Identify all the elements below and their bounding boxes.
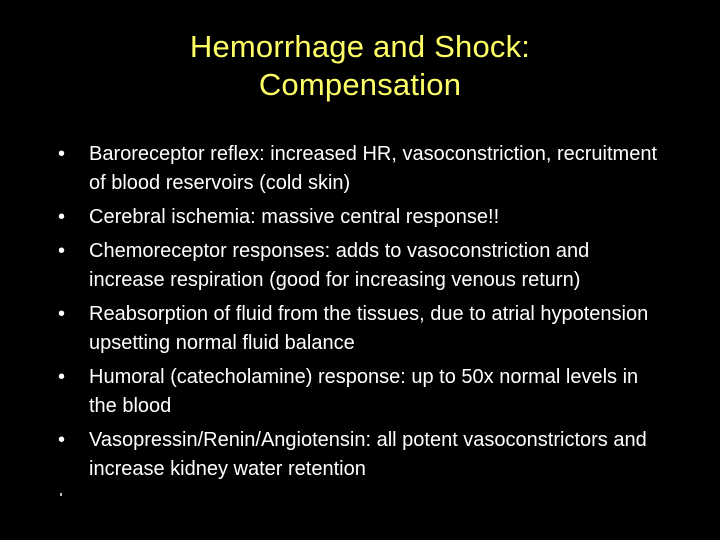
stray-mark bbox=[60, 493, 62, 496]
slide-title-line-2: Compensation bbox=[258, 67, 462, 102]
bullet-text: Humoral (catecholamine) response: up to 50x normal levels in the blood bbox=[89, 366, 639, 417]
slide-title-line-1: Hemorrhage and Shock: bbox=[189, 29, 531, 64]
bullet-text: Reabsorption of fluid from the tissues, due to atrial hypotension upsetting normal fluid balance bbox=[89, 303, 649, 354]
bullet-text: Cerebral ischemia: massive central response!! bbox=[89, 206, 500, 228]
bullet-icon: • bbox=[58, 206, 66, 228]
bullet-list bbox=[58, 140, 658, 489]
bullet-item bbox=[58, 203, 658, 232]
bullet-icon: • bbox=[58, 366, 66, 388]
bullet-item bbox=[58, 237, 658, 295]
bullet-text: Vasopressin/Renin/Angiotensin: all potent vasoconstrictors and increase kidney water retention bbox=[89, 429, 647, 480]
bullet-icon: • bbox=[58, 143, 66, 165]
bullet-item bbox=[58, 426, 658, 484]
bullet-icon: • bbox=[58, 303, 66, 325]
bullet-icon: • bbox=[58, 240, 66, 262]
bullet-item bbox=[58, 300, 658, 358]
bullet-item bbox=[58, 140, 658, 198]
bullet-item bbox=[58, 363, 658, 421]
bullet-text: Chemoreceptor responses: adds to vasoconstriction and increase respiration (good for increasing venous return) bbox=[89, 240, 590, 291]
bullet-text: Baroreceptor reflex: increased HR, vasoconstriction, recruitment of blood reservoirs (cold skin) bbox=[89, 143, 658, 194]
bullet-icon: • bbox=[58, 429, 66, 451]
slide-title bbox=[0, 28, 720, 104]
